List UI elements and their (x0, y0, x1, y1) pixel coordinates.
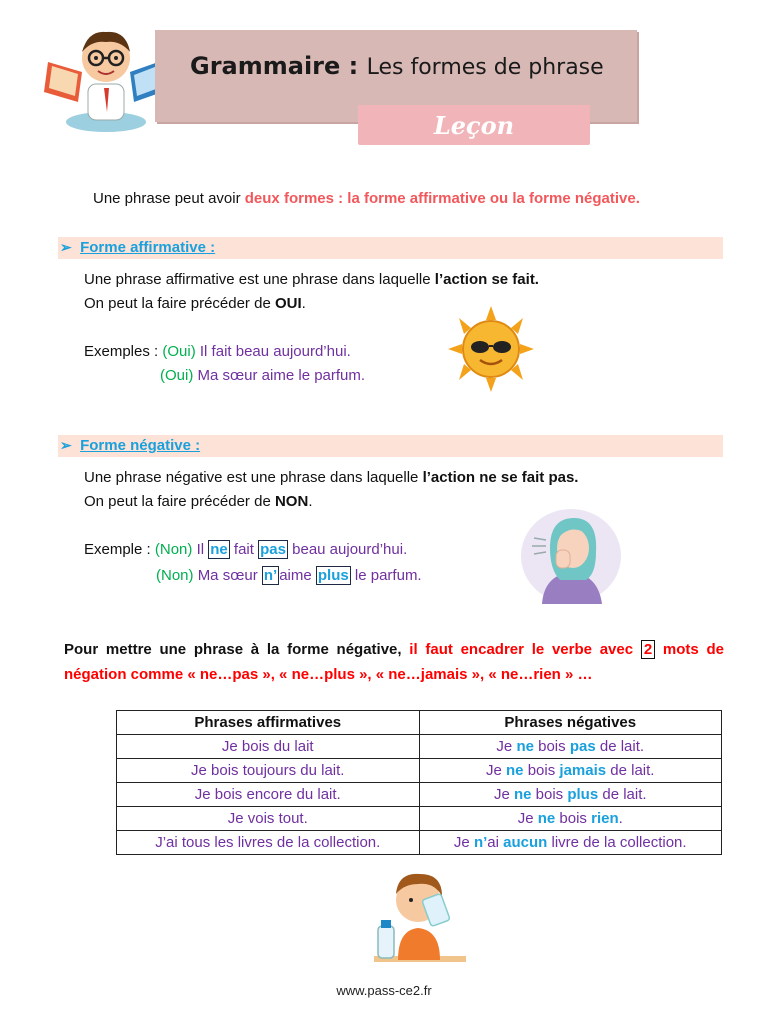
negation-word: n’ (263, 567, 278, 584)
negative-precede-bold: NON (274, 493, 309, 510)
woman-smelling-icon (520, 508, 622, 604)
column-header: Phrases affirmatives (117, 711, 420, 735)
rule-red-text: mots de (662, 641, 724, 658)
example-text: Il fait beau aujourd’hui. (199, 343, 351, 360)
negation-word: ne (210, 541, 228, 558)
column-header: Phrases négatives (419, 711, 722, 735)
negation-word: ne (537, 810, 556, 827)
example-tag: (Oui) (160, 367, 194, 384)
negative-cell (419, 783, 722, 807)
negative-cell (419, 759, 722, 783)
table-row (117, 759, 722, 783)
affirmative-heading: Forme affirmative : (80, 239, 216, 256)
negation-word: jamais (559, 762, 607, 779)
cell-word: livre de la collection. (551, 834, 687, 851)
affirmative-example-1 (84, 343, 351, 360)
intro-line (93, 190, 640, 207)
title-main: Grammaire (190, 52, 341, 80)
cell-word: Je (496, 738, 513, 755)
negative-precede-text: On peut la faire précéder de (84, 493, 271, 510)
affirmative-precede (84, 295, 306, 312)
table-header-row (117, 711, 722, 735)
table-row (117, 807, 722, 831)
affirmative-precede-bold: OUI (274, 295, 302, 312)
footer-url: www.pass-ce2.fr (336, 983, 432, 998)
affirmative-precede-end: . (301, 295, 306, 312)
negative-definition-bold: l’action ne se fait pas. (422, 469, 579, 486)
negation-word: aucun (503, 834, 548, 851)
affirmative-definition-text: Une phrase affirmative est une phrase dans laquelle (84, 271, 431, 288)
cell-word: Je (517, 810, 534, 827)
negation-rule (64, 637, 724, 687)
example-word: fait (233, 541, 254, 558)
arrow-icon: ➢ (60, 239, 72, 255)
arrow-icon: ➢ (60, 437, 72, 453)
negative-cell (419, 807, 722, 831)
negation-word: ne (506, 762, 524, 779)
boy-reading-icon (40, 22, 172, 134)
title-separator: : (348, 52, 359, 80)
affirmative-definition (84, 271, 539, 288)
negative-precede-end: . (308, 493, 313, 510)
affirmative-cell: Je bois toujours du lait. (117, 759, 420, 783)
affirmative-precede-text: On peut la faire précéder de (84, 295, 271, 312)
example-word: beau aujourd’hui. (292, 541, 408, 558)
negative-example-2 (156, 567, 422, 584)
rule-red-text: il faut encadrer le verbe avec (409, 641, 634, 658)
cell-word: de lait. (610, 762, 655, 779)
sun-sunglasses-icon (444, 306, 538, 392)
negation-word: plus (317, 567, 349, 584)
cell-word: bois (538, 738, 566, 755)
example-word: Ma sœur (197, 567, 258, 584)
negative-cell (419, 831, 722, 855)
negative-precede (84, 493, 312, 510)
intro-highlight: deux formes : la forme affirmative ou la forme négative. (244, 190, 640, 207)
example-word: aime (279, 567, 312, 584)
cell-word: ai (487, 834, 499, 851)
cell-word: . (618, 810, 623, 827)
negation-word: ne (513, 786, 532, 803)
boy-drinking-icon (368, 864, 470, 964)
example-tag: (Non) (154, 541, 193, 558)
page-title (190, 52, 604, 80)
lesson-badge-label: Leçon (433, 111, 515, 140)
example-tag: (Oui) (162, 343, 196, 360)
negation-word: pas (569, 738, 596, 755)
affirmative-cell: J’ai tous les livres de la collection. (117, 831, 420, 855)
cell-word: bois (527, 762, 556, 779)
affirmative-cell: Je vois tout. (117, 807, 420, 831)
affirmative-definition-bold: l’action se fait. (434, 271, 539, 288)
intro-text: Une phrase peut avoir (93, 190, 241, 207)
example-label: Exemple : (84, 541, 151, 558)
example-text: Ma sœur aime le parfum. (197, 367, 366, 384)
cell-word: Je (493, 786, 510, 803)
section-heading-negative (60, 437, 200, 454)
comparison-table (116, 710, 722, 855)
examples-label: Exemples : (84, 343, 159, 360)
rule-number: 2 (641, 640, 655, 659)
table-row (117, 831, 722, 855)
cell-word: de lait. (599, 738, 645, 755)
cell-word: Je (486, 762, 502, 779)
table-row (117, 783, 722, 807)
affirmative-example-2 (160, 367, 365, 384)
cell-word: bois (559, 810, 587, 827)
example-word: Il (196, 541, 205, 558)
negation-word: ne (516, 738, 534, 755)
negative-definition-text: Une phrase négative est une phrase dans laquelle (84, 469, 419, 486)
negation-word: n’ (473, 834, 488, 851)
cell-word: Je (453, 834, 470, 851)
cell-word: de lait. (602, 786, 647, 803)
negative-definition (84, 469, 578, 486)
cell-word: bois (535, 786, 564, 803)
negative-heading: Forme négative : (80, 437, 201, 454)
negation-word: plus (567, 786, 599, 803)
table-row (117, 735, 722, 759)
section-heading-affirmative (60, 239, 215, 256)
negative-cell (419, 735, 722, 759)
title-subtitle: Les formes de phrase (366, 55, 604, 80)
rule-text: Pour mettre une phrase à la forme négative, (64, 641, 402, 658)
example-word: le parfum. (354, 567, 422, 584)
rule-red-text: négation comme « ne…pas », « ne…plus », « ne…jamais », « ne…rien » … (64, 666, 593, 683)
affirmative-cell: Je bois encore du lait. (117, 783, 420, 807)
negation-word: rien (591, 810, 619, 827)
example-tag: (Non) (156, 567, 194, 584)
affirmative-cell: Je bois du lait (117, 735, 420, 759)
negative-example-1 (84, 541, 407, 558)
negation-word: pas (260, 541, 286, 558)
